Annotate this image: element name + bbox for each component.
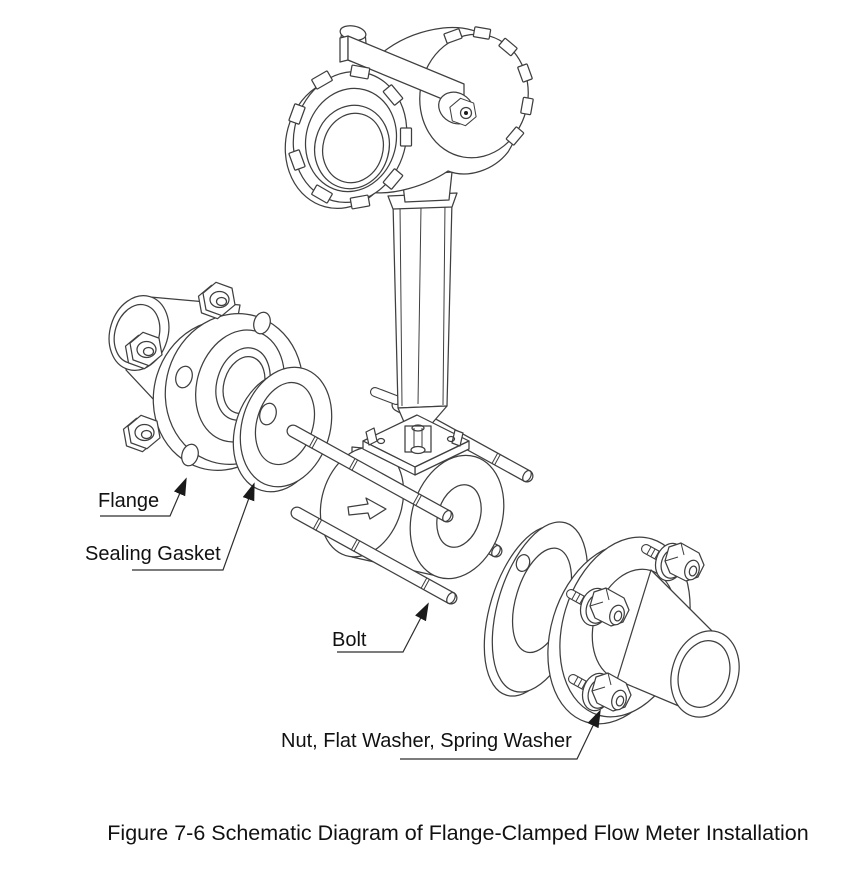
label-sealing-gasket: Sealing Gasket <box>85 543 221 565</box>
label-bolt: Bolt <box>332 629 367 651</box>
label-nut-washers: Nut, Flat Washer, Spring Washer <box>281 730 572 752</box>
sensor-neck <box>363 193 469 475</box>
hex-nut <box>124 415 161 451</box>
transmitter-housing <box>271 24 538 221</box>
figure-caption: Figure 7-6 Schematic Diagram of Flange-Clamped Flow Meter Installation <box>107 821 809 845</box>
label-flange: Flange <box>98 490 160 512</box>
vent-plug <box>375 392 396 400</box>
